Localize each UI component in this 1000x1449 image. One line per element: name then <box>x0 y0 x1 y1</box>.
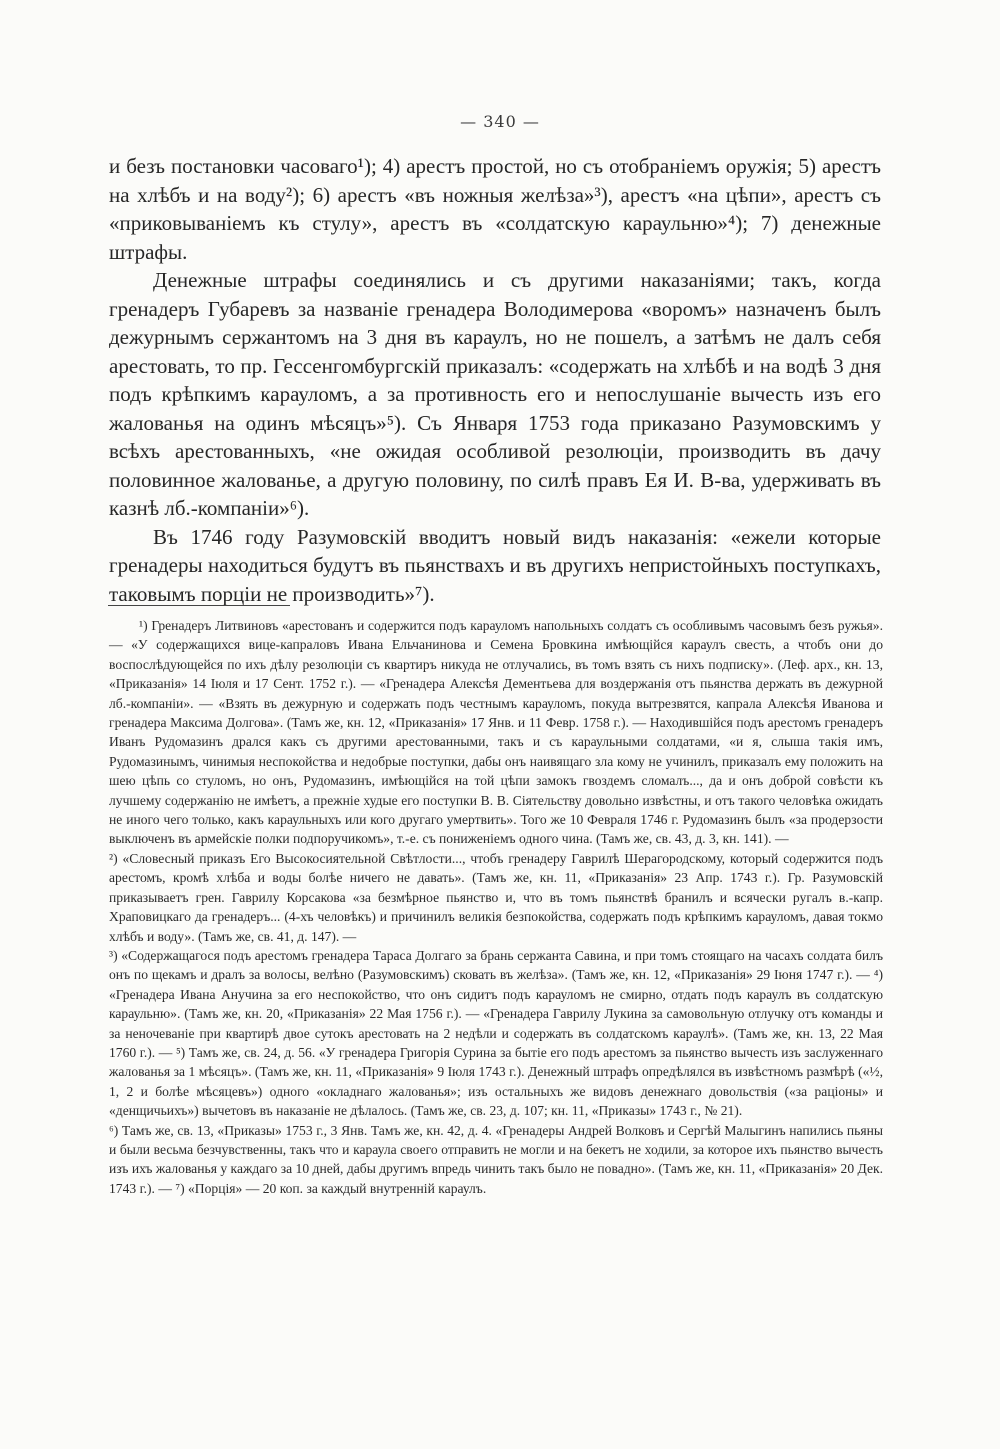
paragraph-1: и безъ постановки часоваго¹); 4) арестъ простой, но съ отобраніемъ оружія; 5) арестъ на хлѣбъ и на воду²); 6) арестъ «въ ножныя желѣза»³), арестъ «на цѣпи», арестъ съ «приковываніемъ къ стулу», арестъ въ «солдатскую караульню»⁴); 7) денежные штрафы. <box>109 154 881 264</box>
paragraph-3: Въ 1746 году Разумовскій вводитъ новый видъ наказанія: «ежели которые гренадеры находиться будутъ въ пьянствахъ и въ другихъ непристойныхъ поступкахъ, таковымъ порціи не производить»⁷). <box>109 524 881 606</box>
footnotes <box>109 616 883 1198</box>
footnote-6: ⁶) Тамъ же, св. 13, «Приказы» 1753 г., 3 Янв. Тамъ же, кн. 42, д. 4. «Гренадеры Андрей Волковъ и Сергѣй Малыгинъ напились пьяны и были весьма безчувственны, такъ что и караула своего отправить не могли и на бекетъ не ходили, за которое ихъ пьянство вычесть изъ ихъ жалованья у каждаго за 10 дней, дабы другимъ впредь чинить такъ было не повадно». (Тамъ же, кн. 11, «Приказанія» 20 Дек. 1743 г.). — ⁷) «Порція» — 20 коп. за каждый внутренній караулъ. <box>109 1122 883 1196</box>
footnote-2: ²) «Словесный приказъ Его Высокосиятельной Свѣтлости..., чтобъ гренадеру Гаврилѣ Шерагородскому, который содержится подъ арестомъ, кромѣ хлѣба и воды болѣе ничего не давать». (Тамъ же, кн. 11, «Приказанія» 23 Апр. 1743 г.). Гр. Разумовскій приказываетъ грен. Гаврилу Корсакова «за безмѣрное пьянство и, что въ томъ пьянствѣ бранилъ и всячески ругалъ в.-капр. Храповицкаго да гренадеръ... (4-хъ человѣкъ) и причинилъ великія безпокойства, содержать подъ крѣпкимъ карауломъ, давая токмо хлѣбъ и воду». (Тамъ же, св. 41, д. 147). — <box>109 850 883 944</box>
main-text <box>109 152 881 608</box>
paragraph-2: Денежные штрафы соединялись и съ другими наказаніями; такъ, когда гренадеръ Губаревъ за названіе гренадера Володимерова «воромъ» назначенъ былъ дежурнымъ сержантомъ на 3 дня въ караулъ, но не пошелъ, а затѣмъ не далъ себя арестовать, то пр. Гессенгомбургскій приказалъ: «содержать на хлѣбѣ и на водѣ 3 дня подъ крѣпкимъ карауломъ, а за противность его и непослушаніе вычесть изъ его жалованья на одинъ мѣсяцъ»⁵). Съ Января 1753 года приказано Разумовскимъ у всѣхъ арестованныхъ, «не ожидая особливой резолюціи, производить въ дачу половинное жалованье, а другую половину, по силѣ правъ Ея И. В-ва, удерживать въ казнѣ лб.-компаніи»⁶). <box>109 268 881 520</box>
footnote-1: ¹) Гренадеръ Литвиновъ «арестованъ и содержится подъ карауломъ напольныхъ солдатъ съ особливымъ часовымъ безъ ружья». — «У содержащихся вице-капраловъ Ивана Ельчанинова и Семена Бровкина имѣющійся караулъ свесть, а чтобъ они до воспослѣдующейся по ихъ дѣлу резолюціи съ квартиръ никуда не отлучались, въ томъ взять съ нихъ подписку». (Леф. арх., кн. 13, «Приказанія» 14 Іюля и 17 Сент. 1752 г.). — «Гренадера Алексѣя Дементьева для воздержанія отъ пьянства держать въ дежурной лб.-компаніи». — «Взять въ дежурную и содержать подъ честнымъ карауломъ, покуда вытрезвятся, капрала Алексѣя Иванова и гренадера Максима Долгова». (Тамъ же, кн. 12, «Приказанія» 17 Янв. и 11 Февр. 1758 г.). — Находившійся подъ арестомъ гренадеръ Иванъ Рудомазинъ дрался какъ съ другими арестованными, такъ и съ караульными солдатами, «и я, слыша такія имъ, Рудомазинымъ, чинимыя неспокойства и недобрые поступки, дабы онъ наивящаго зла кому не учинилъ, приказалъ ему положить на шею цѣпь со стуломъ, но онъ, Рудомазинъ, имѣющійся на той цѣпи замокъ гвоздемъ сломалъ..., да и онъ доброй совѣсти къ лучшему содержанію не имѣетъ, а прежніе худые его поступки В. В. Сіятельству довольно извѣстны, и отъ такого человѣка ожидать не иного чего только, какъ караульныхъ или кого другаго умертвить». Того же 10 Февраля 1746 г. Рудомазинъ былъ «за продерзости выключенъ въ армейскіе полки подпоручикомъ», т.-е. съ пониженіемъ одного чина. (Тамъ же, св. 43, д. 3, кн. 141). — <box>109 618 883 847</box>
page-number: — 340 — <box>460 112 540 131</box>
footnote-separator <box>108 605 290 606</box>
footnote-3: ³) «Содержащагося подъ арестомъ гренадера Тараса Долгаго за брань сержанта Савина, и при томъ стоящаго на часахъ солдата билъ онъ по щекамъ и дралъ за волосы, велѣно (Разумовскимъ) сковать въ желѣзa». (Тамъ же, кн. 12, «Приказанія» 29 Іюня 1747 г.). — ⁴) «Гренадера Ивана Анучина за его неспокойство, что онъ сидитъ подъ карауломъ не смирно, отдать подъ караулъ въ солдатскую караульню». (Тамъ же, кн. 20, «Приказанія» 22 Мая 1756 г.). — «Гренадера Гаврилу Лукина за самовольную отлучку отъ команды и за неночеваніе при квартирѣ двое сутокъ арестовать на 2 недѣли и содержать въ солдатскомъ караулѣ». (Тамъ же, кн. 13, 22 Мая 1760 г.). — ⁵) Тамъ же, св. 24, д. 56. «У гренадера Григорія Сурина за бытіе его подъ арестомъ за пьянство вычесть изъ заслуженнаго жалованья за 1 мѣсяцъ». (Тамъ же, кн. 11, «Приказанія» 9 Іюля 1743 г.). Денежный штрафъ опредѣлялся въ извѣстномъ размѣрѣ («½, 1, 2 и болѣе мѣсяцевъ») одного «окладнаго жалованья»; изъ остальныхъ же видовъ денежнаго довольствія («за раціоны» и «денщичьихъ») вычетовъ въ наказаніе не дѣлалось. (Тамъ же, св. 23, д. 107; кн. 11, «Приказы» 1743 г., № 21). <box>109 947 883 1119</box>
